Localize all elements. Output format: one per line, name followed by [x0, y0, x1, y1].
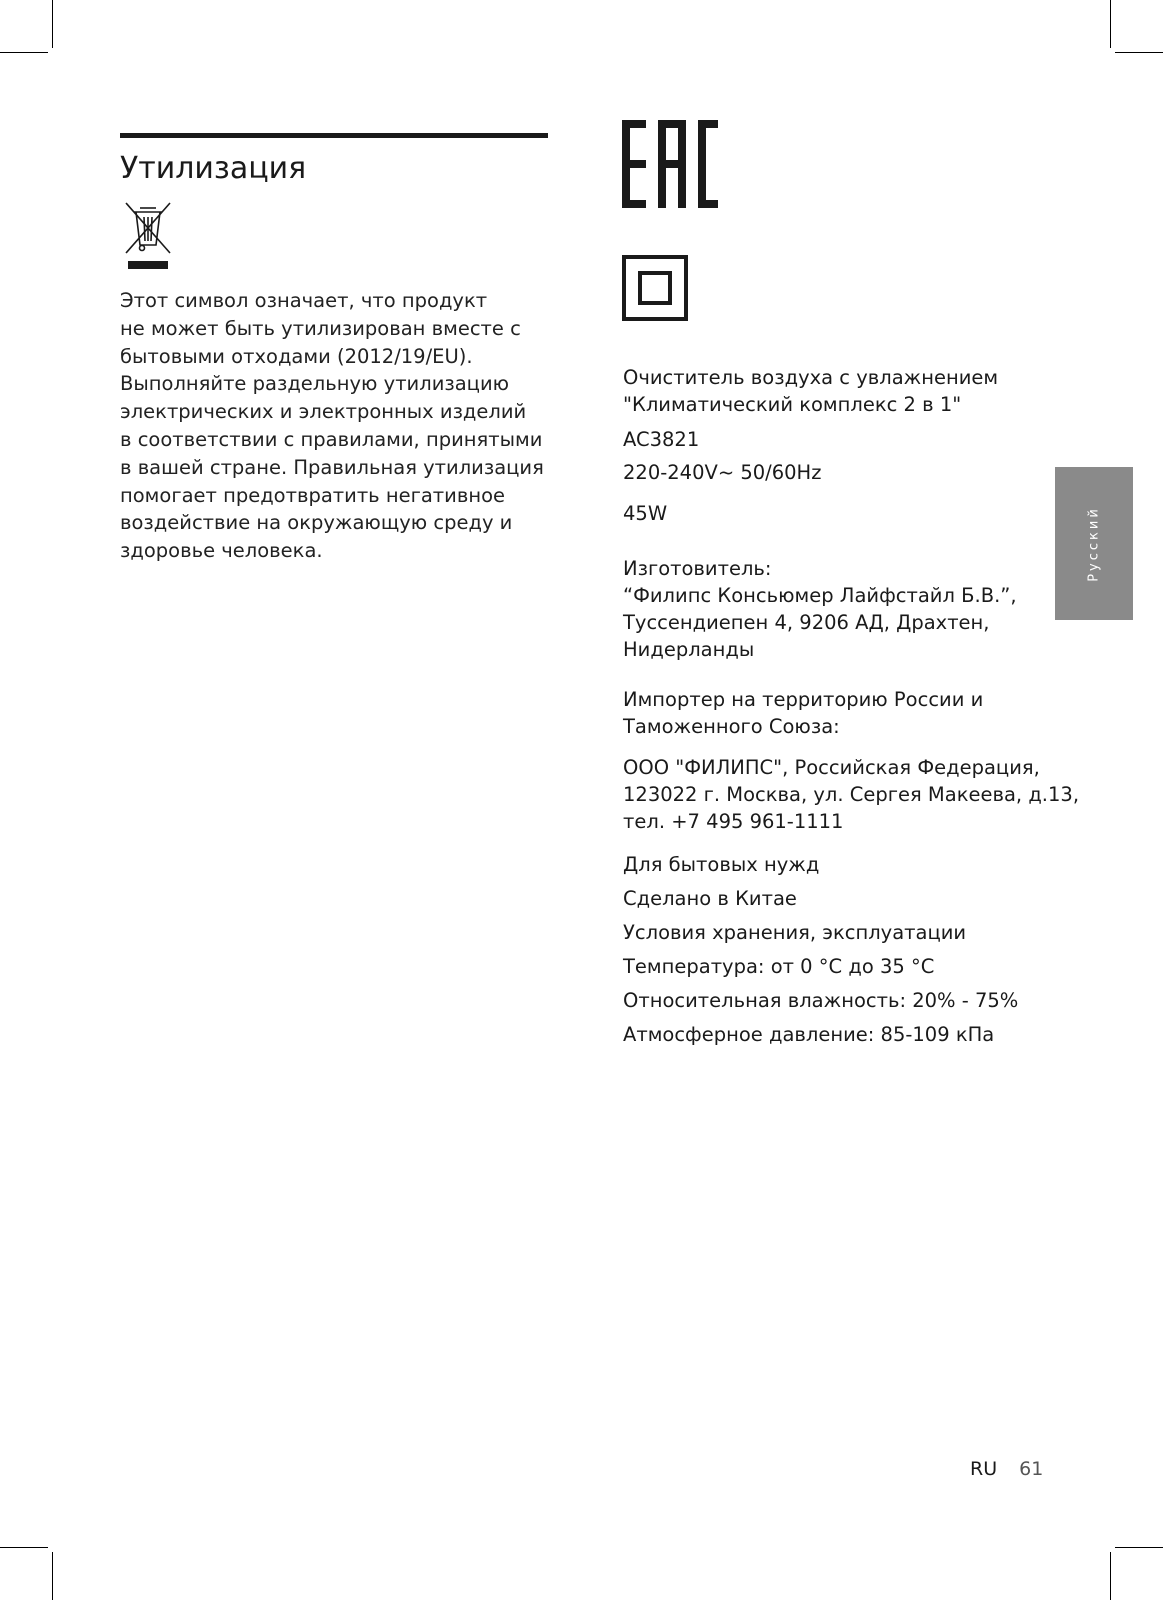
importer-phone: тел. +7 495 961-1111	[623, 810, 844, 833]
section-rule	[120, 133, 548, 138]
disposal-section	[120, 133, 550, 565]
crossed-out-wheelie-bin-icon	[122, 201, 174, 271]
text-line: в соответствии с правилами, принятыми	[120, 427, 543, 451]
crop-mark	[52, 0, 53, 48]
language-side-tab	[1055, 467, 1133, 620]
crop-mark	[1110, 0, 1111, 48]
text-line: помогает предотвратить негативное	[120, 483, 506, 507]
manufacturer-line3: Нидерланды	[623, 638, 755, 661]
disposal-text	[120, 287, 550, 565]
text-line: Выполняйте раздельную утилизацию	[120, 372, 510, 396]
manufacturer-line2: Туссендиепен 4, 9206 АД, Драхтен,	[623, 611, 990, 634]
importer-line2: Таможенного Союза:	[623, 715, 840, 738]
manufacturer-line1: “Филипс Консьюмер Лайфстайл Б.В.”,	[623, 584, 1017, 607]
text-line: воздействие на окружающую среду и	[120, 511, 513, 535]
usage-text: Для бытовых нужд	[623, 853, 820, 876]
text-line: бытовыми отходами (2012/19/EU).	[120, 344, 473, 368]
section-title: Утилизация	[120, 151, 307, 186]
footer-language: RU	[970, 1458, 998, 1480]
importer-address-line2: 123022 г. Москва, ул. Сергея Макеева, д.13,	[623, 783, 1080, 806]
product-power: 45W	[623, 502, 668, 525]
text-line: в вашей стране. Правильная утилизация	[120, 455, 544, 479]
text-line: здоровье человека.	[120, 539, 323, 563]
text-line: электрических и электронных изделий	[120, 400, 527, 424]
crop-mark	[1115, 52, 1163, 53]
product-name-line1: Очиститель воздуха с увлажнением	[623, 366, 999, 389]
product-model: AC3821	[623, 428, 700, 451]
crop-mark	[52, 1552, 53, 1600]
crop-mark	[0, 52, 48, 53]
crop-mark	[1110, 1552, 1111, 1600]
product-name-line2: "Климатический комплекс 2 в 1"	[623, 393, 962, 416]
text-line: Этот символ означает, что продукт	[120, 289, 488, 312]
eac-logo	[622, 120, 718, 208]
pressure-text: Атмосферное давление: 85-109 кПа	[623, 1023, 995, 1046]
importer-address-line1: ООО "ФИЛИПС", Российская Федерация,	[623, 756, 1040, 779]
text-line: не может быть утилизирован вместе с	[120, 316, 521, 340]
language-tab-label: Русский	[1086, 505, 1102, 582]
origin-text: Сделано в Китае	[623, 887, 797, 910]
page-number: 61	[1019, 1458, 1044, 1480]
manufacturer-label: Изготовитель:	[623, 557, 772, 580]
page-footer	[970, 1458, 1043, 1480]
crop-mark	[0, 1547, 48, 1548]
crop-mark	[1115, 1547, 1163, 1548]
humidity-text: Относительная влажность: 20% - 75%	[623, 989, 1019, 1012]
importer-line1: Импортер на территорию России и	[623, 688, 984, 711]
product-voltage: 220-240V~ 50/60Hz	[623, 461, 822, 484]
class-ii-double-square-icon	[622, 255, 688, 321]
temperature-text: Температура: от 0 °С до 35 °С	[623, 955, 935, 978]
conditions-text: Условия хранения, эксплуатации	[623, 921, 967, 944]
